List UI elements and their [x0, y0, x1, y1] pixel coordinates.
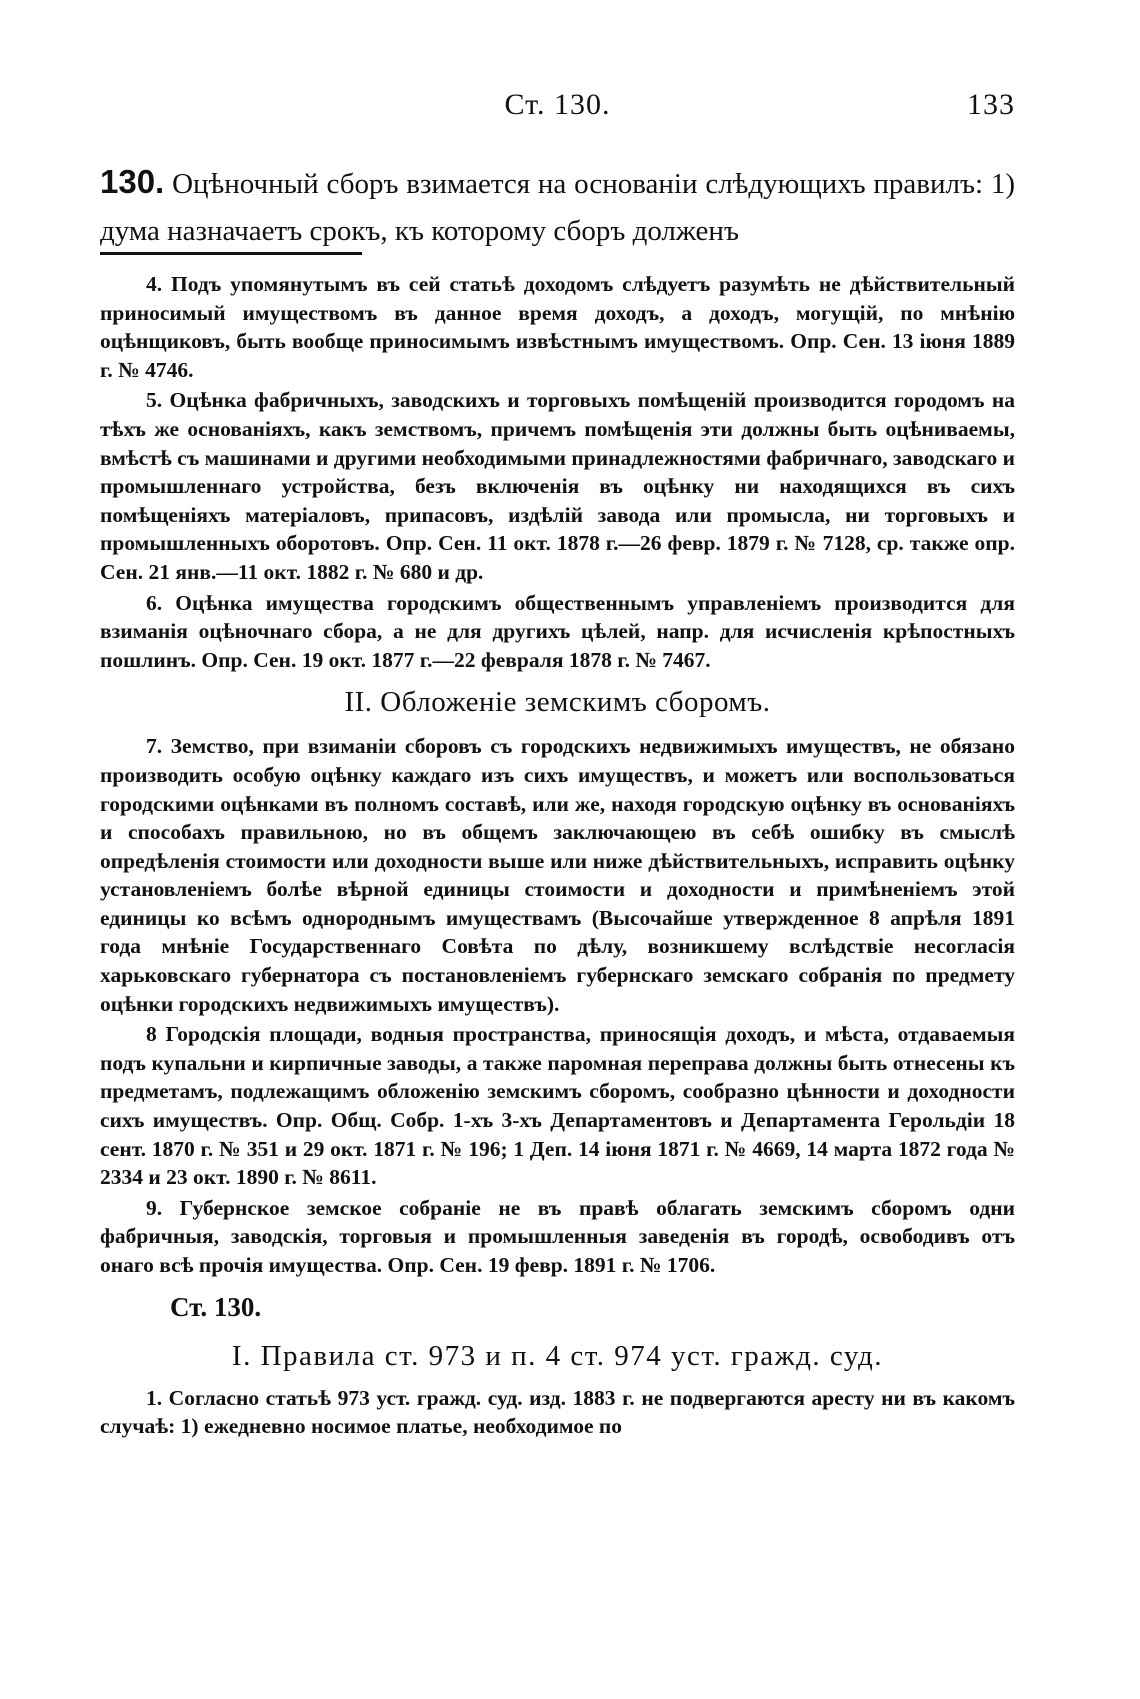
article-number: 130. [100, 163, 165, 200]
note-paragraph [100, 1020, 1015, 1192]
note-paragraph [100, 270, 1015, 384]
note-number: 7. [146, 734, 163, 759]
article-subheading-label: Ст. [170, 1291, 208, 1322]
section-heading: II. Обложеніе земскимъ сборомъ. [344, 686, 771, 719]
note-paragraph [100, 1194, 1015, 1280]
section-heading: I. Правила ст. 973 и п. 4 ст. 974 уст. гражд. суд. [231, 1339, 884, 1372]
note-number: 8 [146, 1022, 157, 1047]
note-text: Губернское земское собраніе не въ правѣ облагать земскимъ сборомъ одни фабричныя, заводскія, торговыя и промышленныя заведенія въ городѣ, освободивъ отъ онаго всѣ прочія имущества. Опр. Сен. 19 февр. 1891 г. № 1706. [100, 1195, 1015, 1277]
running-title: Ст. 130. [504, 88, 611, 121]
note-text: Оцѣнка имущества городскимъ общественнымъ управленіемъ производится для взиманія оцѣночнаго сбора, а не для другихъ цѣлей, напр. для исчисленія крѣпостныхъ пошлинъ. Опр. Сен. 19 окт. 1877 г.—22 февраля 1878 г. № 7467. [100, 590, 1015, 672]
note-paragraph [100, 589, 1015, 675]
article-lead-paragraph [100, 158, 1015, 255]
note-number: 4. [146, 272, 163, 296]
running-header [100, 88, 1015, 128]
page-number: 133 [967, 88, 1015, 121]
annotations [100, 270, 1015, 1443]
footnote-rule [100, 252, 362, 255]
note-paragraph [100, 732, 1015, 1018]
article-lead-text: Оцѣночный сборъ взимается на основаніи слѣдующихъ правилъ: 1) дума назначаетъ срокъ, къ которому сборъ долженъ [100, 168, 1016, 247]
note-paragraph [100, 386, 1015, 586]
note-text: Согласно статьѣ 973 уст. гражд. суд. изд. 1883 г. не подвергаются аресту ни въ какомъ случаѣ: 1) ежедневно носимое платье, необходимое по [100, 1385, 1016, 1439]
article-subheading [100, 1290, 1015, 1324]
note-number: 9. [146, 1195, 163, 1220]
note-number: 1. [146, 1385, 163, 1410]
note-number: 6. [146, 590, 163, 615]
note-text: Городскія площади, водныя пространства, приносящія доходъ, и мѣста, отдаваемыя подъ купальни и кирпичные заводы, а также паромная переправа должны быть отнесены къ предметамъ, подлежащимъ обложенію земскимъ сборомъ, сообразно цѣнности и доходности сихъ имуществъ. Опр. Общ. Собр. 1-хъ 3-хъ Департаментовъ и Департамента Герольдіи 18 сент. 1870 г. № 351 и 29 окт. 1871 г. № 196; 1 Деп. 14 іюня 1871 г. № 4669, 14 марта 1872 года № 2334 и 23 окт. 1890 г. № 8611. [100, 1022, 1016, 1190]
article-subheading-number: 130. [213, 1291, 262, 1322]
note-text: Оцѣнка фабричныхъ, заводскихъ и торговыхъ помѣщеній производится городомъ на тѣхъ же основаніяхъ, какъ земствомъ, причемъ помѣщенія эти должны быть оцѣниваемы, вмѣстѣ съ машинами и другими необходимыми принадлежностями фабричнаго, заводскаго и промышленнаго устройства, безъ включенія въ оцѣнку ни находящихся въ сихъ помѣщеніяхъ матеріаловъ, припасовъ, издѣлій завода или промысла, ни торговыхъ и промышленныхъ оборотовъ. Опр. Сен. 11 окт. 1878 г.—26 февр. 1879 г. № 7128, ср. также опр. Сен. 21 янв.—11 окт. 1882 г. № 680 и др. [100, 388, 1015, 584]
note-number: 5. [146, 388, 163, 413]
note-paragraph [100, 1384, 1015, 1441]
note-text: Подъ упомянутымъ въ сей статьѣ доходомъ слѣдуетъ разумѣть не дѣйствительный приносимый имуществомъ въ данное время доходъ, а доходъ, могущій, по мнѣнію оцѣнщиковъ, быть вообще приносимымъ извѣстнымъ имуществомъ. Опр. Сен. 13 іюня 1889 г. № 4746. [100, 272, 1016, 382]
note-text: Земство, при взиманіи сборовъ съ городскихъ недвижимыхъ имуществъ, не обязано производить особую оцѣнку каждаго изъ сихъ имуществъ, и можетъ или воспользоваться городскими оцѣнками въ полномъ составѣ, или же, находя городскую оцѣнку въ основаніяхъ и способахъ правильною, но въ общемъ заключающею въ себѣ ошибку въ смыслѣ опредѣленія стоимости или доходности выше или ниже дѣйствительныхъ, исправить оцѣнку установленіемъ болѣе вѣрной единицы стоимости и доходности и примѣненіемъ этой единицы ко всѣмъ однороднымъ имуществамъ (Высочайше утвержденное 8 апрѣля 1891 года мнѣніе Государственнаго Совѣта по дѣлу, возникшему вслѣдствіе несогласія харьковскаго губернатора съ постановленіемъ губернскаго земскаго собранія по предмету оцѣнки городскихъ недвижимыхъ имуществъ). [100, 734, 1016, 1016]
